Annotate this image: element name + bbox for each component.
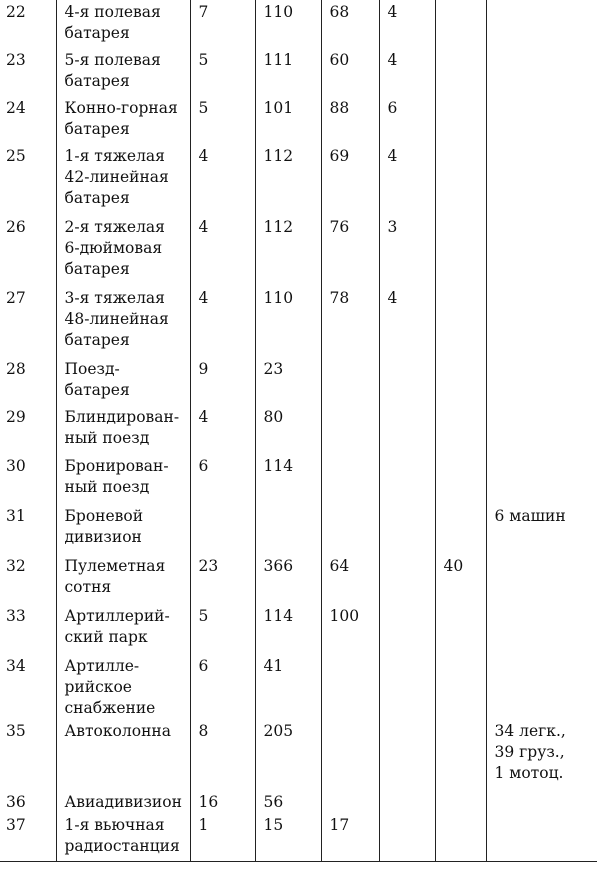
col-5-value bbox=[435, 286, 486, 357]
row-number: 27 bbox=[6, 289, 26, 307]
col-3-value bbox=[321, 504, 379, 554]
col-4-value bbox=[379, 554, 435, 604]
col-5-value bbox=[435, 357, 486, 405]
col-6-value: 34 легк., 39 груз., 1 мотоц. bbox=[486, 719, 597, 790]
unit-name: 1-я вьючная радиостанция bbox=[56, 813, 190, 861]
col-3-value: 68 bbox=[321, 0, 379, 48]
row-number: 23 bbox=[6, 51, 26, 69]
col-6-value bbox=[486, 215, 597, 286]
col-6-value bbox=[486, 144, 597, 215]
col-1-value: 5 bbox=[190, 48, 255, 96]
table-row bbox=[0, 144, 597, 215]
col-2-value: 111 bbox=[255, 48, 321, 96]
col-3-value bbox=[321, 454, 379, 504]
col-1-value: 23 bbox=[190, 554, 255, 604]
unit-name: 2-я тяжелая 6-дюймовая батарея bbox=[56, 215, 190, 286]
col-6-value bbox=[486, 454, 597, 504]
col-2-value: 112 bbox=[255, 144, 321, 215]
col-2-value: 114 bbox=[255, 454, 321, 504]
col-3-value: 78 bbox=[321, 286, 379, 357]
unit-name: 4-я полевая батарея bbox=[56, 0, 190, 48]
table-row bbox=[0, 504, 597, 554]
table-row bbox=[0, 96, 597, 144]
row-number: 36 bbox=[6, 793, 26, 811]
row-number: 22 bbox=[6, 3, 26, 21]
col-5-value bbox=[435, 405, 486, 454]
table-row bbox=[0, 0, 597, 48]
unit-name: Конно-горная батарея bbox=[56, 96, 190, 144]
col-5-value bbox=[435, 813, 486, 861]
col-4-value: 6 bbox=[379, 96, 435, 144]
col-1-value: 6 bbox=[190, 654, 255, 719]
row-number: 31 bbox=[6, 507, 26, 525]
col-2-value: 114 bbox=[255, 604, 321, 654]
unit-name: Броневой дивизион bbox=[56, 504, 190, 554]
col-4-value bbox=[379, 357, 435, 405]
row-number: 28 bbox=[6, 360, 26, 378]
col-5-value bbox=[435, 504, 486, 554]
table-row bbox=[0, 813, 597, 861]
row-number: 35 bbox=[6, 722, 26, 740]
col-1-value: 1 bbox=[190, 813, 255, 861]
col-2-value: 56 bbox=[255, 790, 321, 813]
table-row bbox=[0, 405, 597, 454]
col-6-value bbox=[486, 604, 597, 654]
col-2-value: 110 bbox=[255, 0, 321, 48]
col-5-value bbox=[435, 48, 486, 96]
col-5-value bbox=[435, 654, 486, 719]
col-1-value: 5 bbox=[190, 96, 255, 144]
col-6-value bbox=[486, 48, 597, 96]
col-6-value bbox=[486, 357, 597, 405]
col-3-value: 64 bbox=[321, 554, 379, 604]
col-3-value: 88 bbox=[321, 96, 379, 144]
col-6-value bbox=[486, 813, 597, 861]
col-4-value: 4 bbox=[379, 286, 435, 357]
col-2-value: 110 bbox=[255, 286, 321, 357]
col-2-value: 112 bbox=[255, 215, 321, 286]
col-2-value: 41 bbox=[255, 654, 321, 719]
col-5-value bbox=[435, 454, 486, 504]
unit-name: Пулеметная сотня bbox=[56, 554, 190, 604]
col-3-value bbox=[321, 405, 379, 454]
unit-name: 3-я тяжелая 48-линейная батарея bbox=[56, 286, 190, 357]
col-1-value: 4 bbox=[190, 405, 255, 454]
unit-name: Автоколонна bbox=[56, 719, 190, 790]
unit-name: Бронирован- ный поезд bbox=[56, 454, 190, 504]
col-3-value bbox=[321, 719, 379, 790]
unit-name: Поезд- батарея bbox=[56, 357, 190, 405]
col-4-value: 3 bbox=[379, 215, 435, 286]
table-row bbox=[0, 215, 597, 286]
col-1-value: 8 bbox=[190, 719, 255, 790]
col-2-value: 205 bbox=[255, 719, 321, 790]
col-1-value: 5 bbox=[190, 604, 255, 654]
col-4-value: 4 bbox=[379, 48, 435, 96]
col-4-value bbox=[379, 454, 435, 504]
table-row bbox=[0, 48, 597, 96]
col-1-value: 7 bbox=[190, 0, 255, 48]
row-number: 29 bbox=[6, 408, 26, 426]
col-5-value bbox=[435, 604, 486, 654]
col-2-value: 80 bbox=[255, 405, 321, 454]
table-row bbox=[0, 554, 597, 604]
col-1-value: 4 bbox=[190, 215, 255, 286]
table-row bbox=[0, 454, 597, 504]
table-row bbox=[0, 286, 597, 357]
col-4-value bbox=[379, 604, 435, 654]
table-row bbox=[0, 357, 597, 405]
col-3-value bbox=[321, 357, 379, 405]
col-1-value: 16 bbox=[190, 790, 255, 813]
col-5-value: 40 bbox=[435, 554, 486, 604]
col-6-value: 6 машин bbox=[486, 504, 597, 554]
col-6-value bbox=[486, 405, 597, 454]
col-3-value: 60 bbox=[321, 48, 379, 96]
col-4-value bbox=[379, 813, 435, 861]
col-2-value: 23 bbox=[255, 357, 321, 405]
col-1-value: 4 bbox=[190, 144, 255, 215]
table-row bbox=[0, 604, 597, 654]
col-5-value bbox=[435, 790, 486, 813]
col-5-value bbox=[435, 96, 486, 144]
col-5-value bbox=[435, 215, 486, 286]
unit-name: Артилле- рийское снабжение bbox=[56, 654, 190, 719]
col-1-value: 6 bbox=[190, 454, 255, 504]
row-number: 25 bbox=[6, 147, 26, 165]
unit-name: Блиндирован- ный поезд bbox=[56, 405, 190, 454]
col-6-value bbox=[486, 554, 597, 604]
col-6-value bbox=[486, 0, 597, 48]
col-2-value: 101 bbox=[255, 96, 321, 144]
row-number: 34 bbox=[6, 657, 26, 675]
col-3-value: 76 bbox=[321, 215, 379, 286]
col-6-value bbox=[486, 654, 597, 719]
row-number: 37 bbox=[0, 813, 56, 861]
row-number: 33 bbox=[6, 607, 26, 625]
col-4-value: 4 bbox=[379, 144, 435, 215]
col-6-value bbox=[486, 790, 597, 813]
col-5-value bbox=[435, 144, 486, 215]
unit-name: 5-я полевая батарея bbox=[56, 48, 190, 96]
col-3-value bbox=[321, 790, 379, 813]
col-6-value bbox=[486, 96, 597, 144]
col-4-value bbox=[379, 654, 435, 719]
col-4-value: 4 bbox=[379, 0, 435, 48]
col-3-value bbox=[321, 654, 379, 719]
col-5-value bbox=[435, 0, 486, 48]
col-1-value: 9 bbox=[190, 357, 255, 405]
unit-name: Артиллерий- ский парк bbox=[56, 604, 190, 654]
col-4-value bbox=[379, 504, 435, 554]
col-2-value: 366 bbox=[255, 554, 321, 604]
col-3-value: 17 bbox=[321, 813, 379, 861]
table-row bbox=[0, 654, 597, 719]
col-3-value: 69 bbox=[321, 144, 379, 215]
unit-name: 1-я тяжелая 42-линейная батарея bbox=[56, 144, 190, 215]
col-4-value bbox=[379, 405, 435, 454]
col-3-value: 100 bbox=[321, 604, 379, 654]
col-4-value bbox=[379, 719, 435, 790]
row-number: 30 bbox=[6, 457, 26, 475]
unit-name: Авиадивизион bbox=[56, 790, 190, 813]
row-number: 26 bbox=[6, 218, 26, 236]
row-number: 24 bbox=[6, 99, 26, 117]
table-row bbox=[0, 719, 597, 790]
col-1-value: 4 bbox=[190, 286, 255, 357]
col-2-value: 15 bbox=[255, 813, 321, 861]
col-5-value bbox=[435, 719, 486, 790]
col-2-value bbox=[255, 504, 321, 554]
col-6-value bbox=[486, 286, 597, 357]
col-4-value bbox=[379, 790, 435, 813]
col-1-value bbox=[190, 504, 255, 554]
table-row bbox=[0, 790, 597, 813]
row-number: 32 bbox=[6, 557, 26, 575]
